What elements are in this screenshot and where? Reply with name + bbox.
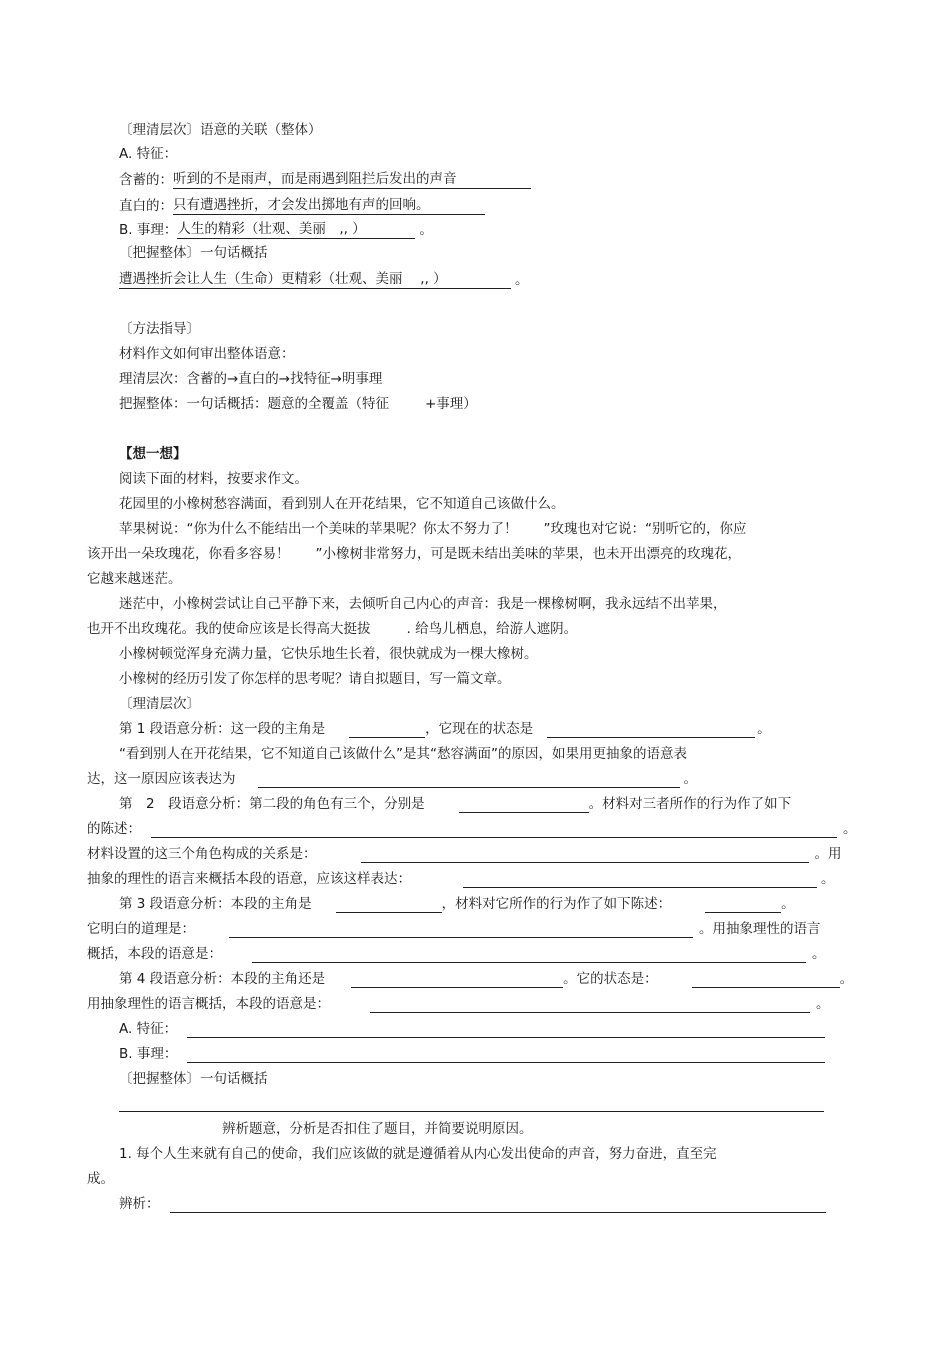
answer-blank[interactable] (187, 1022, 825, 1038)
principle-label: B. 事理： (119, 222, 178, 238)
method-line-1: 材料作文如何审出整体语意： (119, 346, 295, 362)
para1-reason: “看到别人在开花结果，它不知道自己该做什么”是其“愁容满面”的原因，如果用更抽象的语意表 (119, 746, 687, 762)
answer-blank[interactable] (547, 722, 755, 738)
feature-answer-line: A. 特征： (119, 1020, 825, 1038)
para2-abstract: 抽象的理性的语言来概括本段的语意，应该这样表达： 。 (87, 871, 835, 887)
material-p4-line1: 迷茫中，小橡树尝试让自己平静下来，去倾听自己内心的声音：我是一棵橡树啊，我永远结不出苹果， (119, 596, 727, 612)
answer-blank[interactable] (187, 1047, 825, 1063)
feature-label: A. 特征： (119, 146, 178, 162)
principle-line: B. 事理：人生的精彩（壮观、美丽 ,, ） 。 (119, 221, 433, 238)
para3-principle: 它明白的道理是： 。用抽象理性的语言 (87, 921, 821, 937)
answer-blank[interactable] (459, 797, 589, 813)
structure-title: 〔理清层次〕 (119, 696, 200, 712)
para2-relation: 材料设置的这三个角色构成的关系是： 。用 (87, 846, 842, 862)
answer-blank[interactable] (258, 772, 680, 788)
material-p5: 小橡树顿觉浑身充满力量，它快乐地生长着，很快就成为一棵大橡树。 (119, 646, 538, 662)
method-line-2: 理清层次：含蓄的→直白的→找特征→明事理 (119, 371, 383, 387)
principle-answer-line: B. 事理： (119, 1045, 825, 1063)
material-p2: 花园里的小橡树愁容满面，看到别人在开花结果，它不知道自己该做什么。 (119, 496, 565, 512)
para1-abstract: 达，这一原因应该表达为 。 (87, 771, 697, 787)
explicit-line (119, 196, 485, 215)
grasp-whole-title: 〔把握整体〕一句话概括 (119, 245, 268, 261)
answer-blank[interactable] (336, 897, 442, 913)
answer-blank[interactable] (692, 972, 840, 988)
grasp-whole-title-2: 〔把握整体〕一句话概括 (119, 1071, 268, 1087)
material-p4-line2: 也开不出玫瑰花。我的使命应该是长得高大挺拔 . 给鸟儿栖息，给游人遮阴。 (87, 621, 578, 637)
answer-blank[interactable] (705, 897, 781, 913)
grasp-whole-line: 遭遇挫折会让人生（生命）更精彩（壮观、美丽 ,, ） 。 (119, 271, 529, 288)
para3-abstract: 概括，本段的语意是： 。 (87, 946, 826, 962)
answer-blank[interactable] (170, 1197, 826, 1213)
method-line-3: 把握整体：一句话概括：题意的全覆盖（特征 +事理） (119, 396, 477, 412)
answer-blank[interactable] (119, 1096, 824, 1112)
implicit-line (119, 170, 531, 189)
grasp-whole-text: 遭遇挫折会让人生（生命）更精彩（壮观、美丽 ,, ） (119, 270, 511, 289)
answer-blank[interactable] (229, 922, 693, 938)
material-p3-line2: 该开出一朵玫瑰花，你看多容易！ ”小橡树非常努力，可是既未结出美味的苹果，也未开出漂亮的玫瑰花， (87, 546, 741, 562)
para2-statement: 的陈述： 。 (87, 821, 857, 837)
answer-blank[interactable] (361, 847, 809, 863)
answer-blank[interactable] (151, 822, 837, 838)
explicit-label: 直白的： (119, 198, 173, 214)
material-p6: 小橡树的经历引发了你怎样的思考呢？请自拟题目，写一篇文章。 (119, 671, 511, 687)
para1-analysis: 第 1 段语意分析：这一段的主角是 ，它现在的状态是 。 (119, 721, 771, 737)
method-title: 〔方法指导〕 (119, 321, 200, 337)
discern-item-1-line2: 成。 (87, 1171, 114, 1187)
answer-blank[interactable] (252, 947, 806, 963)
discern-answer-line: 辨析： (119, 1195, 826, 1213)
implicit-label: 含蓄的： (119, 172, 173, 188)
para2-analysis: 第 2 段语意分析：第二段的角色有三个，分别是 。材料对三者所作的行为作了如下 (119, 796, 792, 812)
material-p1: 阅读下面的材料，按要求作文。 (119, 471, 308, 487)
think-title: 【想一想】 (119, 446, 187, 462)
material-p3-line1: 苹果树说：“你为什么不能结出一个美味的苹果呢？你太不努力了！ ”玫瑰也对它说：“别听它的，你应 (119, 521, 747, 537)
material-p3-line3: 它越来越迷茫。 (87, 571, 182, 587)
discern-item-1-line1: 1. 每个人生来就有自己的使命，我们应该做的就是遵循着从内心发出使命的声音，努力奋进，直至完 (119, 1146, 717, 1162)
principle-text: 人生的精彩（壮观、美丽 ,, ） (177, 220, 415, 239)
section-title-structure: 〔理清层次〕语意的关联（整体） (119, 122, 322, 138)
answer-blank[interactable] (370, 997, 810, 1013)
para3-analysis: 第 3 段语意分析：本段的主角是 ，材料对它所作的行为作了如下陈述： 。 (119, 896, 795, 912)
implicit-text: 听到的不是雨声，而是雨遇到阻拦后发出的声音 (173, 170, 531, 189)
answer-blank[interactable] (349, 722, 425, 738)
discern-title: 辨析题意，分析是否扣住了题目，并简要说明原因。 (222, 1121, 533, 1137)
para4-analysis: 第 4 段语意分析：本段的主角还是 。它的状态是： 。 (119, 971, 854, 987)
answer-blank[interactable] (463, 872, 817, 888)
summary-answer-line (119, 1094, 824, 1112)
explicit-text: 只有遭遇挫折，才会发出掷地有声的回响。 (173, 196, 485, 215)
answer-blank[interactable] (351, 972, 563, 988)
para4-abstract: 用抽象理性的语言概括，本段的语意是： 。 (87, 996, 830, 1012)
